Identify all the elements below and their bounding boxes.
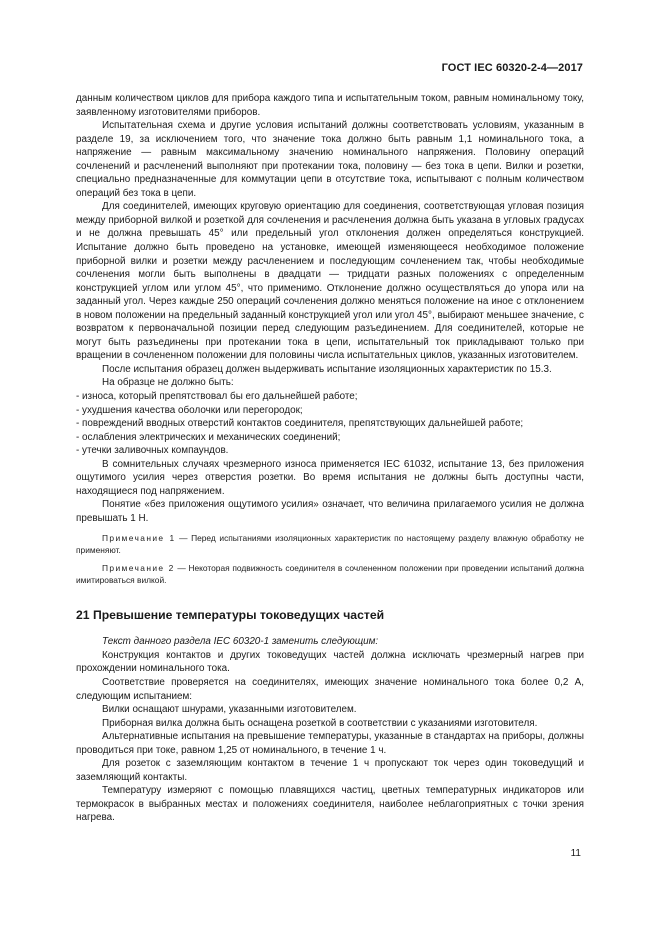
document-header: ГОСТ IEC 60320-2-4—2017	[441, 62, 583, 74]
paragraph: Испытательная схема и другие условия испытаний должны соответствовать условиям, указанным в разделе 19, за исключением того, что значение тока должно быть равным 1,1 номинального тока, а напряжение — равным максимальному значению номинального напряжения. Половину операций сочленений и расчленений выполняют при протекании тока, половину — без тока в цепи. Вилки и розетки, специально предназначенные для коммутации цепи в отсутствие тока, испытывают с полным количеством операций без тока в цепи.	[76, 120, 584, 199]
paragraph: Приборная вилка должна быть оснащена розеткой в соответствии с указаниями изготовителя.	[102, 717, 538, 729]
list-item: - ослабления электрических и механических соединений;	[76, 431, 341, 443]
document-body	[76, 92, 584, 825]
paragraph: данным количеством циклов для прибора каждого типа и испытательным током, равным номинальному току, заявленному изготовителями приборов.	[76, 93, 584, 118]
paragraph: В сомнительных случаях чрезмерного износа применяется IEC 61032, испытание 13, без приложения ощутимого усилия через отверстия розетки. Во время испытания не должны быть доступны части, находящиеся под напряжением.	[76, 458, 584, 497]
paragraph: Альтернативные испытания на превышение температуры, указанные в стандартах на приборы, должны проводиться при токе, равном 1,25 от номинального, в течение 1 ч.	[76, 731, 584, 756]
paragraph: Вилки оснащают шнурами, указанными изготовителем.	[102, 704, 357, 716]
section-intro: Текст данного раздела IEC 60320-1 заменить следующим:	[102, 636, 379, 648]
paragraph: Понятие «без приложения ощутимого усилия» означает, что величина прилагаемого усилия не должна превышать 1 Н.	[76, 499, 584, 524]
page-number: 11	[570, 848, 581, 859]
section-heading: 21 Превышение температуры токоведущих частей	[76, 608, 385, 623]
list-item: - ухудшения качества оболочки или перегородок;	[76, 404, 303, 416]
note-1	[76, 532, 584, 556]
note-label: Примечание 2	[102, 562, 175, 573]
note-text: — Некоторая подвижность соединителя в сочлененном положении при проведении испытаний должна имитироваться вилкой.	[76, 562, 584, 586]
paragraph: Конструкция контактов и других токоведущих частей должна исключать чрезмерный нагрев при прохождении номинального тока.	[76, 649, 584, 675]
paragraph: После испытания образец должен выдерживать испытание изоляционных характеристик по 15.3.	[102, 363, 552, 375]
list-item: - износа, который препятствовал бы его дальнейшей работе;	[76, 391, 358, 403]
list-item: - повреждений вводных отверстий контактов соединителя, препятствующих дальнейшей работе;	[76, 418, 524, 430]
note-label: Примечание 1	[102, 532, 176, 543]
note-2	[76, 562, 584, 586]
list-item: - утечки заливочных компаундов.	[76, 445, 229, 457]
note-text: — Перед испытаниями изоляционных характеристик по настоящему разделу влажную обработку не применяют.	[76, 532, 584, 555]
paragraph: Для соединителей, имеющих круговую ориентацию для соединения, соответствующая угловая позиция между приборной вилкой и розеткой для сочленения и расчленения должна быть указана в угловых градусах и не должна превышать 45° или предельный угол отклонения должен определяться конструкцией. Испытание должно быть проведено на установке, имеющей изменяющееся необходимое положение приборной вилки и розетки между расчленением и последующим сочленением так, чтобы необходимые сочленения могли быть выполнены в двадцати — тридцати разных положениях с определенным конструкцией углом или углом 45°, что применимо. Отклонение должно осуществляться до упора или на заданный угол. Через каждые 250 операций сочленения должно меняться положение на иное с отклонением в новом положении на предельный заданный конструкцией угол или угол 45°, выбирают меньшее значение, с возвратом к первоначальной позиции перед следующим разъединением. Для соединителей, которые не могут быть разъединены при протекании тока в цепи, испытательный ток прикладывают только при вращении в сочлененном положении для половины числа испытательных циклов, указанных изготовителем.	[76, 201, 584, 362]
paragraph: Температуру измеряют с помощью плавящихся частиц, цветных температурных индикаторов или термокрасок в выбранных местах и положениях соединителя, наиболее неблагоприятных с точки зрения нагрева.	[76, 785, 584, 824]
paragraph: На образце не должно быть:	[102, 377, 234, 389]
paragraph: Соответствие проверяется на соединителях, имеющих значение номинального тока более 0,2 А, следующим испытанием:	[76, 676, 584, 702]
paragraph: Для розеток с заземляющим контактом в течение 1 ч пропускают ток через один токоведущий и заземляющий контакты.	[76, 758, 584, 783]
